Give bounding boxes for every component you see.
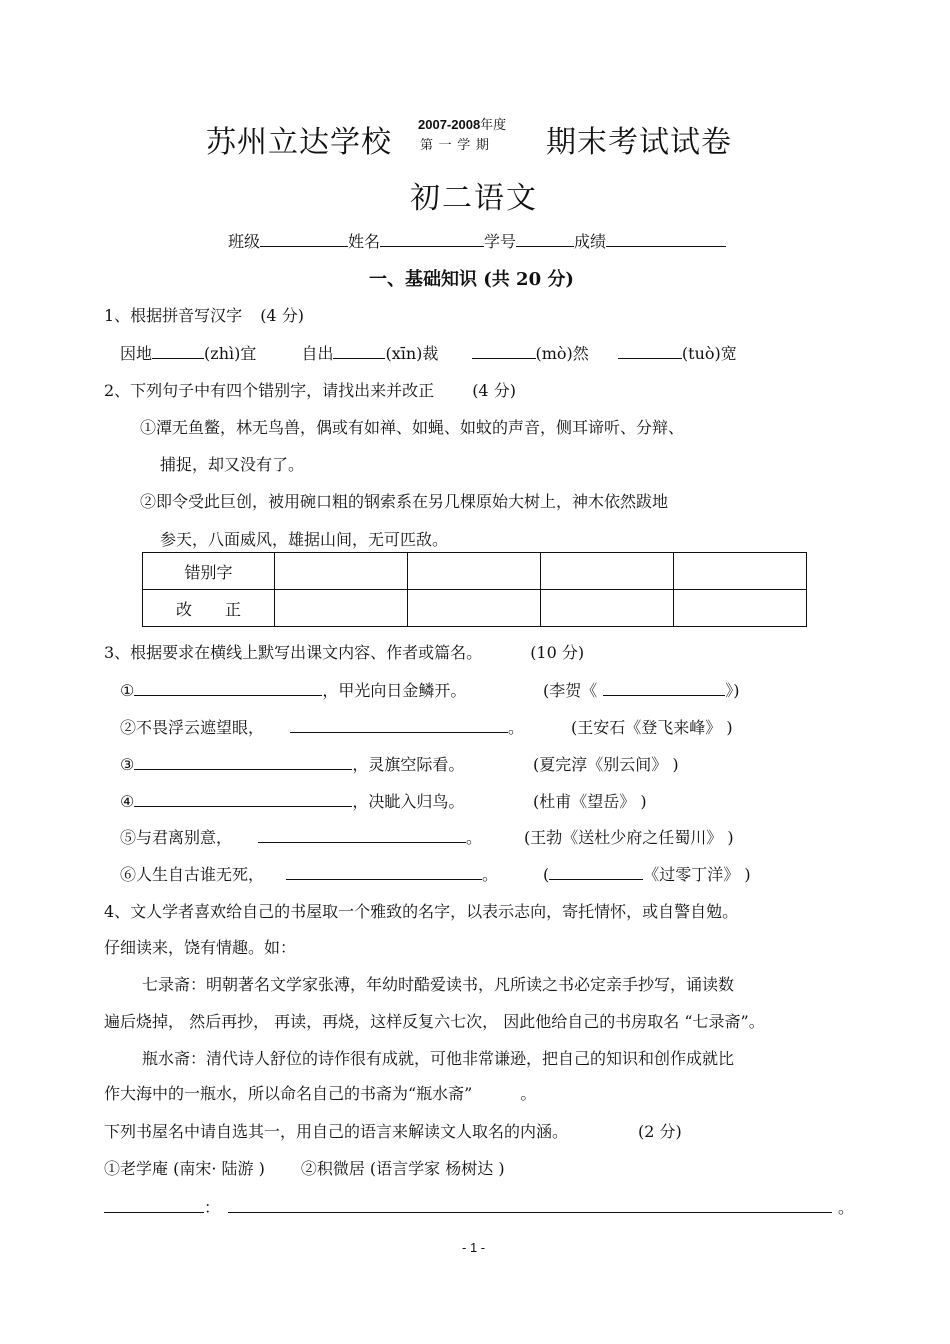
q4-instr-text: 下列书屋名中请自选其一，用自己的语言来解读文人取名的内涵。 (104, 1122, 569, 1141)
q3-line-3 (120, 752, 464, 775)
student-info-line (228, 229, 726, 252)
q3-line-1-source (543, 678, 740, 701)
q1-blank-1[interactable] (152, 344, 204, 359)
q1-item-3-pinyin: (mò)然 (535, 344, 589, 363)
q3-l6-text: ⑥人生自古谁无死， (120, 865, 265, 884)
q4-answer-line (104, 1195, 854, 1218)
q3-l5-text: ⑤与君离别意， (120, 828, 233, 847)
correction-label: 改 正 (143, 590, 275, 627)
q4-paragraph-1a: 七录斋：明朝著名文学家张溥，年幼时酷爱读书，凡所读之书必定亲手抄写，诵读数 (142, 975, 735, 994)
q1-item-1-prefix: 因地 (120, 344, 153, 363)
q3-l1-src-a: (李贺《 (543, 681, 598, 700)
q2-sentence-1a: ①潭无鱼鳖，林无鸟兽，偶或有如禅、如蝇、如蚊的声音，侧耳谛听、分辩、 (140, 418, 685, 437)
school-name: 苏州立达学校 (206, 125, 392, 160)
q3-line-3-source: (夏完淳《别云间》 ) (533, 755, 679, 774)
school-year (418, 114, 506, 133)
wrong-char-cell-1[interactable] (275, 553, 408, 590)
page-number: - 1 - (462, 1240, 486, 1255)
q3-blank-6-author[interactable] (549, 865, 643, 880)
wrong-char-cell-4[interactable] (674, 553, 807, 590)
q1-points: (4 分) (260, 306, 304, 325)
q1-item-2-pinyin: (xīn)裁 (385, 344, 439, 363)
q4-instruction (104, 1119, 682, 1142)
name-field[interactable] (380, 232, 484, 247)
q3-blank-3[interactable] (134, 755, 352, 770)
q3-blank-1[interactable] (134, 681, 322, 696)
q4-stem-a: 4、文人学者喜欢给自己的书屋取一个雅致的名字，以表示志向，寄托情怀，或自警自勉。 (104, 902, 739, 921)
correction-table (142, 552, 807, 627)
q1-item-4-pinyin: (tuò)宽 (681, 344, 737, 363)
q1-item-2-prefix: 自出 (301, 344, 334, 363)
q3-l3-text: ，灵旗空际看。 (352, 755, 465, 774)
q1-blank-3[interactable] (472, 344, 536, 359)
q3-l1-text: ，甲光向日金鳞开。 (322, 681, 467, 700)
q2-stem-text: 2、下列句子中有四个错别字，请找出来并改正 (104, 381, 435, 400)
q2-sentence-2a: ②即令受此巨创，被用碗口粗的钢索系在另几棵原始大树上，神木依然跋地 (140, 492, 669, 511)
q3-l1-mark: ① (120, 681, 135, 700)
wrong-char-cell-3[interactable] (541, 553, 674, 590)
q4-p2b-text: 作大海中的一瓶水，所以命名自己的书斋为“瓶水斋” (104, 1084, 473, 1103)
q3-line-5 (120, 825, 482, 848)
q2-sentence-1b: 捕捉，却又没有了。 (160, 455, 305, 474)
class-label: 班级 (228, 232, 261, 251)
correction-cell-2[interactable] (408, 590, 541, 627)
q3-l6-end: 。 (482, 865, 499, 884)
year-range: 2007-2008 (418, 117, 481, 132)
name-label: 姓名 (348, 232, 381, 251)
q3-blank-1-title[interactable] (603, 681, 725, 696)
q1-stem-text: 1、根据拼音写汉字 (104, 306, 243, 325)
id-label: 学号 (484, 232, 517, 251)
subject-title: 初二语文 (410, 181, 538, 216)
q4-options (104, 1156, 505, 1179)
q3-blank-5[interactable] (258, 828, 466, 843)
q1-item-1-pinyin: (zhì)宜 (204, 344, 257, 363)
q3-line-1 (120, 678, 466, 701)
q3-l5-end: 。 (466, 828, 483, 847)
question-3-stem (104, 640, 584, 663)
q4-stem-b: 仔细读来，饶有情趣。如： (104, 938, 297, 957)
year-suffix: 年度 (480, 117, 507, 132)
q3-line-5-source: (王勃《送杜少府之任蜀川》 ) (524, 828, 734, 847)
section-heading: 一、基础知识 (共 20 分) (369, 269, 574, 290)
q3-l3-mark: ③ (120, 755, 135, 774)
q4-end: 。 (838, 1198, 855, 1217)
q3-line-2 (120, 715, 524, 738)
q3-blank-2[interactable] (290, 718, 508, 733)
q3-l1-src-b: 》) (725, 681, 740, 700)
q3-l4-text: ，决眦入归鸟。 (352, 792, 465, 811)
wrong-char-cell-2[interactable] (408, 553, 541, 590)
q1-blank-4[interactable] (618, 344, 682, 359)
q4-paragraph-1b: 遍后烧掉， 然后再抄， 再读，再烧，这样反复六七次， 因此他给自己的书房取名 “七录斋”。 (104, 1012, 765, 1031)
q4-option-2: ②积微居 (语言学家 杨树达 ) (300, 1159, 505, 1178)
q3-l2-end: 。 (508, 718, 525, 737)
q4-paragraph-2b (104, 1081, 536, 1104)
q3-stem-text: 3、根据要求在横线上默写出课文内容、作者或篇名。 (104, 643, 483, 662)
score-label: 成绩 (574, 232, 607, 251)
q3-l4-mark: ④ (120, 792, 135, 811)
wrong-char-label: 错别字 (143, 553, 275, 590)
q4-colon: ： (204, 1198, 221, 1217)
q4-answer-name-blank[interactable] (104, 1198, 204, 1213)
q3-line-4 (120, 789, 464, 812)
exam-title: 期末考试试卷 (546, 125, 732, 160)
q3-line-6 (120, 862, 498, 885)
q3-points: (10 分) (530, 643, 585, 662)
q2-points: (4 分) (472, 381, 516, 400)
q3-line-2-source: (王安石《登飞来峰》 ) (571, 718, 733, 737)
class-field[interactable] (260, 232, 348, 247)
q3-l2-text: ②不畏浮云遮望眼， (120, 718, 265, 737)
q3-line-4-source: (杜甫《望岳》 ) (533, 792, 647, 811)
q4-p2b-end: 。 (520, 1084, 537, 1103)
q4-paragraph-2a: 瓶水斋：清代诗人舒位的诗作很有成就，可他非常谦逊，把自己的知识和创作成就比 (142, 1049, 735, 1068)
q4-points: (2 分) (638, 1122, 682, 1141)
correction-cell-3[interactable] (541, 590, 674, 627)
id-field[interactable] (516, 232, 574, 247)
q3-l6-src-a: ( (543, 865, 550, 884)
q4-option-1: ①老学庵 (南宋· 陆游 ) (104, 1159, 265, 1178)
question-1-stem (104, 303, 304, 326)
question-1-items (120, 341, 737, 364)
q3-blank-6[interactable] (286, 865, 482, 880)
q3-l6-src-b: 《过零丁洋》 ) (643, 865, 751, 884)
question-2-stem (104, 378, 516, 401)
q3-blank-4[interactable] (134, 792, 352, 807)
score-field[interactable] (606, 232, 726, 247)
q3-line-6-source (543, 862, 751, 885)
correction-cell-4[interactable] (674, 590, 807, 627)
table-row (143, 590, 807, 627)
q2-sentence-2b: 参天，八面威风，雄据山间，无可匹敌。 (160, 530, 449, 549)
correction-cell-1[interactable] (275, 590, 408, 627)
q4-answer-text-blank[interactable] (228, 1198, 832, 1213)
term-label: 第 一 学 期 (420, 137, 490, 152)
table-row (143, 553, 807, 590)
q1-blank-2[interactable] (333, 344, 385, 359)
